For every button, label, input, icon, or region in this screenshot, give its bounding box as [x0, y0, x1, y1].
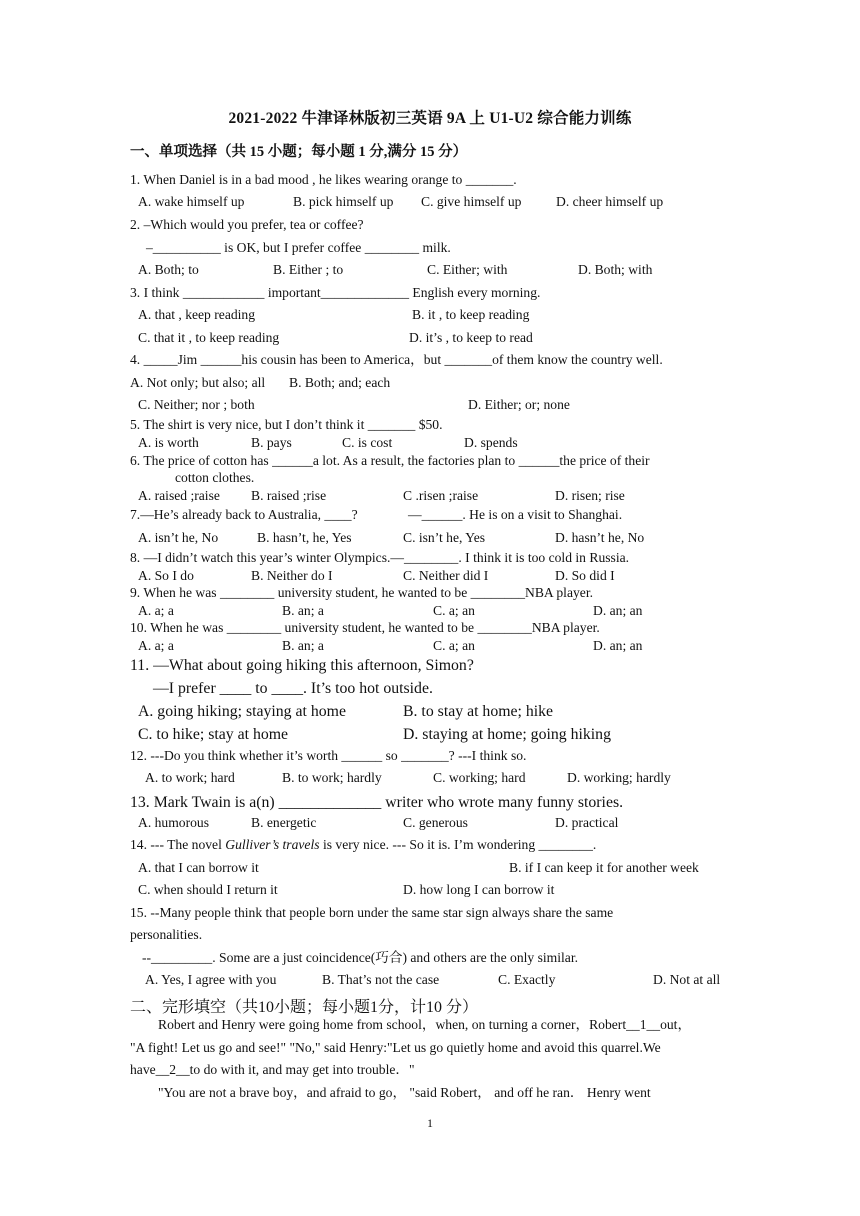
question-1-option-c: C. give himself up [421, 194, 522, 209]
question-2-stem: 2. –Which would you prefer, tea or coffee? [130, 217, 364, 232]
question-11-option-c: C. to hike; stay at home [138, 726, 289, 743]
question-12-option-a: A. to work; hard [145, 770, 235, 785]
question-7-stem-reply: —______. He is on a visit to Shanghai. [408, 507, 623, 522]
question-10-option-a: A. a; a [138, 638, 174, 653]
question-14-stem [130, 838, 596, 853]
question-3-option-d: D. it’s , to keep to read [409, 330, 533, 345]
question-15-option-a: A. Yes, I agree with you [145, 972, 277, 987]
question-15-option-c: C. Exactly [498, 972, 556, 987]
question-8-option-d: D. So did I [555, 568, 615, 583]
question-13-stem [130, 794, 623, 811]
question-13-stem-text: 13. Mark Twain is a(n) _____________ writer who wrote many funny stories. [130, 794, 624, 811]
question-2-option-c: C. Either; with [427, 262, 508, 277]
question-10-option-d: D. an; an [593, 638, 643, 653]
question-7-option-c: C. isn’t he, Yes [403, 530, 486, 545]
question-5-option-a: A. is worth [138, 435, 199, 450]
question-3-stem: 3. I think ____________ important_____________ English every morning. [130, 285, 541, 300]
question-3-option-a: A. that , keep reading [138, 307, 256, 322]
question-9-option-b: B. an; a [282, 603, 324, 618]
question-6-option-b: B. raised ;rise [251, 488, 327, 503]
question-12-stem: 12. ---Do you think whether it’s worth ______ so _______? ---I think so. [130, 748, 527, 763]
question-4-stem: 4. _____Jim ______his cousin has been to America，but _______of them know the country well. [130, 352, 663, 367]
question-2-option-d: D. Both; with [578, 262, 653, 277]
question-9-option-c: C. a; an [433, 603, 475, 618]
question-11-option-a: A. going hiking; staying at home [138, 703, 346, 720]
question-2-option-a: A. Both; to [138, 262, 199, 277]
question-5-option-b: B. pays [251, 435, 292, 450]
question-14-option-a: A. that I can borrow it [138, 860, 259, 875]
passage-line-3: have__2__to do with it, and may get into trouble．" [130, 1062, 415, 1077]
question-9-stem: 9. When he was ________ university student, he wanted to be ________NBA player. [130, 585, 593, 600]
question-2-option-b: B. Either ; to [273, 262, 344, 277]
question-14-stem-part-1: 14. --- The novel [130, 837, 226, 852]
question-7-option-d: D. hasn’t he, No [555, 530, 645, 545]
question-8-option-c: C. Neither did I [403, 568, 489, 583]
question-7-option-a: A. isn’t he, No [138, 530, 219, 545]
question-9-option-d: D. an; an [593, 603, 643, 618]
question-11-option-d: D. staying at home; going hiking [403, 726, 611, 743]
question-4-option-a: A. Not only; but also; all [130, 375, 266, 390]
question-10-stem: 10. When he was ________ university student, he wanted to be ________NBA player. [130, 620, 600, 635]
question-2-stem-line-2: –__________ is OK, but I prefer coffee ________ milk. [146, 240, 451, 255]
question-13-option-a: A. humorous [138, 815, 209, 830]
passage-line-4: "You are not a brave boy，and afraid to go， "said Robert， and off he ran． Henry went [158, 1085, 651, 1100]
question-10-option-b: B. an; a [282, 638, 324, 653]
question-5-option-c: C. is cost [342, 435, 393, 450]
question-14-option-c: C. when should I return it [138, 882, 278, 897]
question-15-option-b: B. That’s not the case [322, 972, 440, 987]
question-5-stem: 5. The shirt is very nice, but I don’t think it _______ $50. [130, 417, 443, 432]
question-15-stem: 15. --Many people think that people born under the same star sign always share the same [130, 905, 614, 920]
question-1-stem: 1. When Daniel is in a bad mood , he likes wearing orange to _______. [130, 172, 517, 187]
question-15-option-d: D. Not at all [653, 972, 721, 987]
section-heading-cloze: 二、完形填空（共10小题；每小题1分，计10 分） [130, 999, 479, 1016]
question-1-option-b: B. pick himself up [293, 194, 394, 209]
question-4-option-c: C. Neither; nor ; both [138, 397, 255, 412]
question-3-option-b: B. it , to keep reading [412, 307, 530, 322]
question-7-option-b: B. hasn’t, he, Yes [257, 530, 352, 545]
question-6-stem-line-2: cotton clothes. [175, 470, 255, 485]
question-13-option-b: B. energetic [251, 815, 317, 830]
passage-line-2: "A fight! Let us go and see!" "No," said Henry:"Let us go quietly home and avoid this quarrel.We [130, 1040, 661, 1055]
question-6-option-a: A. raised ;raise [138, 488, 220, 503]
question-14-stem-part-2: is very nice. --- So it is. I’m wondering ________. [319, 837, 597, 852]
question-6-option-d: D. risen; rise [555, 488, 625, 503]
question-1-option-d: D. cheer himself up [556, 194, 664, 209]
question-4-option-b: B. Both; and; each [289, 375, 391, 390]
question-1-option-a: A. wake himself up [138, 194, 245, 209]
question-13-option-d: D. practical [555, 815, 619, 830]
question-7-stem: 7.—He’s already back to Australia, ____? [130, 507, 358, 522]
question-11-option-b: B. to stay at home; hike [403, 703, 554, 720]
question-3-option-c: C. that it , to keep reading [138, 330, 280, 345]
passage-line-1: Robert and Henry were going home from school，when, on turning a corner，Robert__1__out， [158, 1017, 692, 1032]
question-12-option-b: B. to work; hardly [282, 770, 382, 785]
question-11-stem-line-2: —I prefer ____ to ____. It’s too hot outside. [153, 680, 433, 697]
question-11-stem: 11. —What about going hiking this afternoon, Simon? [130, 657, 474, 674]
question-6-option-c: C .risen ;raise [403, 488, 479, 503]
question-13-option-c: C. generous [403, 815, 468, 830]
question-14-option-d: D. how long I can borrow it [403, 882, 555, 897]
question-12-option-d: D. working; hardly [567, 770, 671, 785]
question-4-option-d: D. Either; or; none [468, 397, 570, 412]
question-15-stem-line-2: personalities. [130, 927, 203, 942]
question-14-option-b: B. if I can keep it for another week [509, 860, 699, 875]
question-10-option-c: C. a; an [433, 638, 475, 653]
page-number: 1 [427, 1116, 433, 1130]
question-5-option-d: D. spends [464, 435, 518, 450]
section-heading-single-choice: 一、单项选择（共 15 小题；每小题 1 分,满分 15 分） [130, 144, 468, 160]
question-8-option-a: A. So I do [138, 568, 194, 583]
question-14-novel-title: Gulliver’s travels [225, 837, 320, 852]
question-8-option-b: B. Neither do I [251, 568, 333, 583]
document-title: 2021-2022 牛津译林版初三英语 9A 上 U1-U2 综合能力训练 [228, 110, 632, 127]
question-12-option-c: C. working; hard [433, 770, 526, 785]
question-9-option-a: A. a; a [138, 603, 174, 618]
question-15-stem-line-3: --_________. Some are a just coincidence(巧合) and others are the only similar. [142, 950, 579, 965]
question-8-stem: 8. —I didn’t watch this year’s winter Olympics.—________. I think it is too cold in Russia. [130, 550, 630, 565]
question-6-stem: 6. The price of cotton has ______a lot. As a result, the factories plan to ______the price of their [130, 453, 650, 468]
